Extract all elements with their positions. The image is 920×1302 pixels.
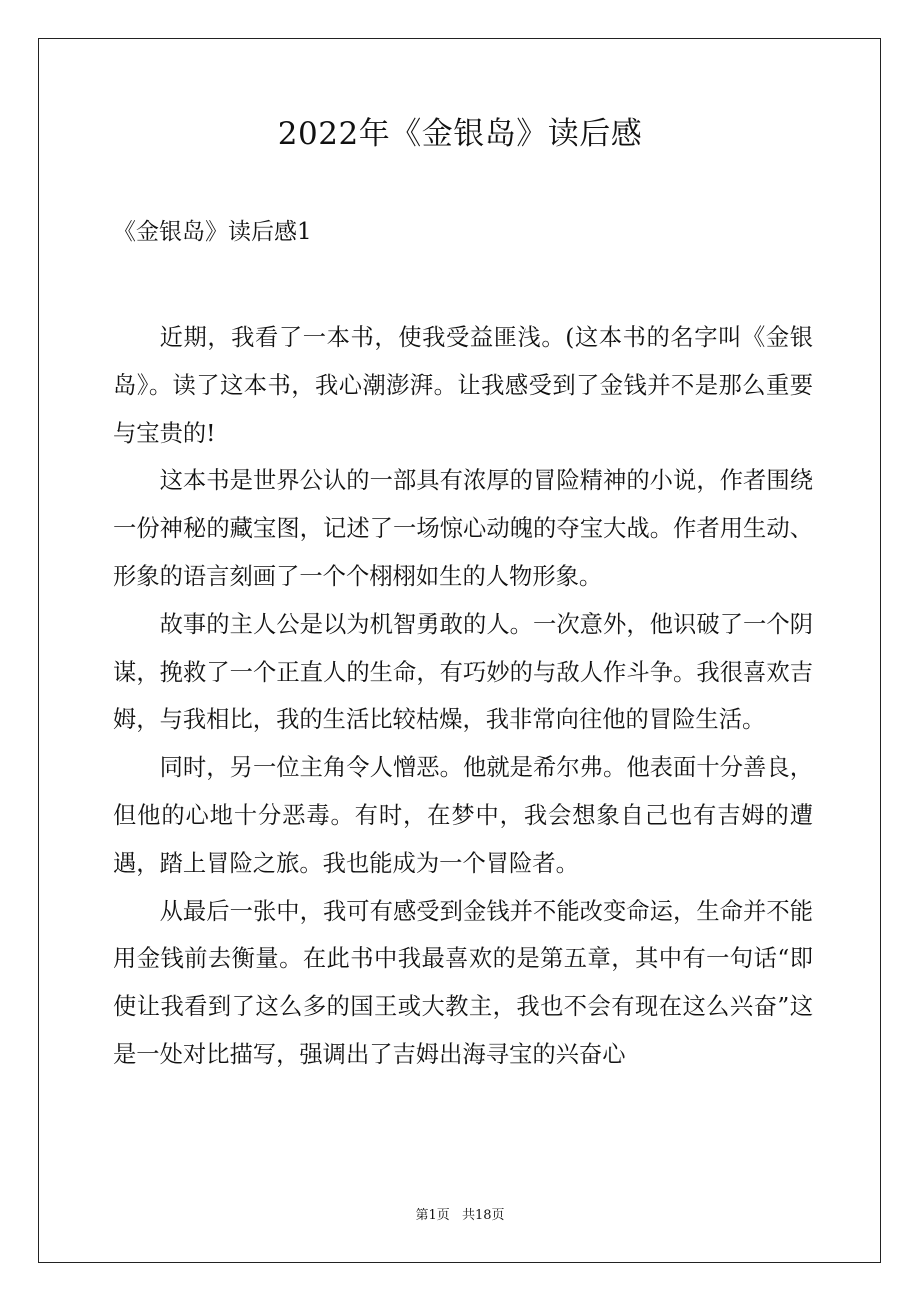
paragraph: 近期，我看了一本书，使我受益匪浅。(这本书的名字叫《金银岛》。读了这本书，我心潮澎湃。让我感受到了金钱并不是那么重要与宝贵的! xyxy=(113,324,813,447)
page-footer xyxy=(0,1207,920,1225)
paragraph: 这本书是世界公认的一部具有浓厚的冒险精神的小说，作者围绕一份神秘的藏宝图，记述了一场惊心动魄的夺宝大战。作者用生动、形象的语言刻画了一个个栩栩如生的人物形象。 xyxy=(113,467,813,590)
page-number: 第1页 xyxy=(415,1208,450,1223)
section-heading: 《金银岛》读后感1 xyxy=(113,219,312,245)
body-text xyxy=(113,314,813,1079)
paragraph: 同时，另一位主角令人憎恶。他就是希尔弗。他表面十分善良，但他的心地十分恶毒。有时，在梦中，我会想象自己也有吉姆的遭遇，踏上冒险之旅。我也能成为一个冒险者。 xyxy=(113,754,813,877)
total-pages: 共18页 xyxy=(461,1208,505,1223)
paragraph: 故事的主人公是以为机智勇敢的人。一次意外，他识破了一个阴谋，挽救了一个正直人的生命，有巧妙的与敌人作斗争。我很喜欢吉姆，与我相比，我的生活比较枯燥，我非常向往他的冒险生活。 xyxy=(113,610,813,734)
document-title: 2022年《金银岛》读后感 xyxy=(277,116,643,152)
paragraph: 从最后一张中，我可有感受到金钱并不能改变命运，生命并不能用金钱前去衡量。在此书中我最喜欢的是第五章，其中有一句话“即使让我看到了这么多的国王或大教主，我也不会有现在这么兴奋”这是一处对比描写，强调出了吉姆出海寻宝的兴奋心 xyxy=(113,897,813,1068)
